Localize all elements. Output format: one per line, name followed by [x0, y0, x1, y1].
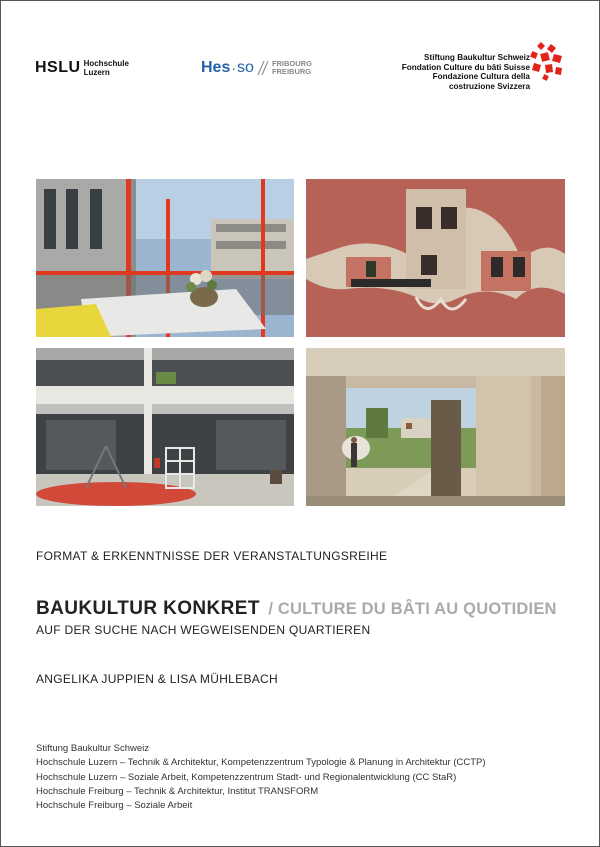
hslu-logo-text	[84, 59, 129, 77]
hes-so-logo-city	[272, 60, 312, 76]
hslu-logo-mark: HSLU	[35, 59, 81, 76]
report-subtitle: FORMAT & ERKENNTNISSE DER VERANSTALTUNGSREIHE	[36, 549, 388, 563]
institution-line: Stiftung Baukultur Schweiz	[36, 743, 150, 754]
photo-passage	[306, 348, 565, 506]
stiftung-baukultur-logo-text	[398, 53, 530, 91]
authors: ANGELIKA JUPPIEN & LISA MÜHLEBACH	[36, 672, 278, 686]
photo-playground	[36, 348, 294, 506]
hes-so-logo-dot: ·	[231, 60, 237, 76]
stiftung-line: Fondation Culture du bâti Suisse	[401, 62, 530, 72]
stiftung-line: costruzione Svizzera	[449, 81, 530, 91]
stiftung-line: Stiftung Baukultur Schweiz	[424, 53, 530, 62]
stiftung-line: Fondazione Cultura della	[432, 72, 530, 82]
title-subheading: AUF DER SUCHE NACH WEGWEISENDEN QUARTIEREN	[36, 623, 371, 637]
hes-so-logo-so: so	[237, 59, 254, 76]
institutions-list	[36, 742, 486, 813]
institution-line: Hochschule Luzern – Soziale Arbeit, Kompetenzzentrum Stadt- und Regionalentwicklung (CC StaR)	[36, 771, 457, 783]
institution-line: Hochschule Luzern – Technik & Architektur, Kompetenzzentrum Typologie & Planung in Architektur (CCTP)	[36, 757, 486, 769]
photo-red-courtyard	[306, 179, 565, 337]
photo-balcony	[36, 179, 294, 337]
hslu-logo	[35, 59, 129, 77]
hslu-logo-line2: Luzern	[83, 68, 110, 77]
title-main: BAUKULTUR KONKRET	[36, 598, 260, 619]
report-title	[36, 598, 557, 620]
hes-so-city1: FRIBOURG	[271, 59, 312, 68]
hslu-logo-line1: Hochschule	[83, 59, 129, 68]
hes-so-slash-icon	[256, 60, 270, 76]
title-secondary: / CULTURE DU BÂTI AU QUOTIDIEN	[268, 600, 557, 618]
hes-so-logo	[201, 59, 312, 77]
hes-so-city2: FREIBURG	[271, 67, 312, 76]
hes-so-logo-hes: Hes	[201, 59, 231, 76]
stiftung-baukultur-mark-icon	[529, 41, 565, 81]
institution-line: Hochschule Freiburg – Technik & Architektur, Institut TRANSFORM	[36, 785, 319, 797]
institution-line: Hochschule Freiburg – Soziale Arbeit	[36, 800, 193, 812]
